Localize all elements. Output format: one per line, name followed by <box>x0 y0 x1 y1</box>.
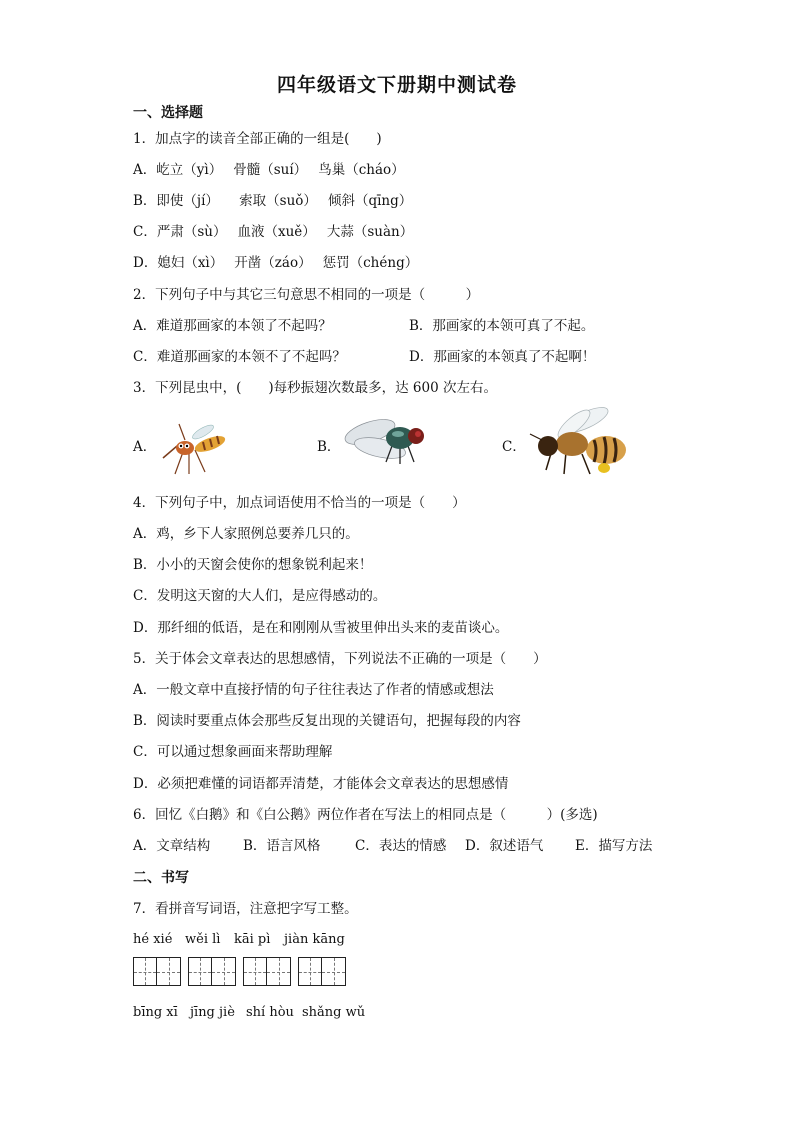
pinyin-item: shí hòu <box>246 1005 294 1020</box>
question-5-stem: 5．关于体会文章表达的思想感情，下列说法不正确的一项是（ ） <box>133 651 547 667</box>
question-3-option-c: C． <box>502 439 526 455</box>
question-5-option-b: B．阅读时要重点体会那些反复出现的关键语句，把握每段的内容 <box>133 713 521 729</box>
pinyin-item: kāi pì <box>234 932 271 947</box>
question-3-option-b: B． <box>317 439 341 455</box>
question-4-option-c: C．发明这天窗的大人们，是应得感动的。 <box>133 588 387 604</box>
question-6-option-d: D．叙述语气 <box>465 838 544 854</box>
writing-grid <box>133 957 346 991</box>
word-box[interactable] <box>243 957 291 991</box>
question-5-option-c: C．可以通过想象画面来帮助理解 <box>133 744 333 760</box>
word-box[interactable] <box>298 957 346 991</box>
question-6-stem: 6．回忆《白鹅》和《白公鹅》两位作者在写法上的相同点是（ ）(多选) <box>133 807 598 823</box>
question-1-option-a: A．屹立（yì） 骨髓（suí） 鸟巢（cháo） <box>133 162 405 178</box>
question-7-stem: 7．看拼音写词语，注意把字写工整。 <box>133 901 358 917</box>
question-6-option-e: E．描写方法 <box>575 838 653 854</box>
question-6-option-c: C．表达的情感 <box>355 838 447 854</box>
question-4-option-a: A．鸡，乡下人家照例总要养几只的。 <box>133 526 359 542</box>
word-box[interactable] <box>188 957 236 991</box>
pinyin-item: wěi lì <box>185 932 221 947</box>
section-heading-writing: 二、书写 <box>133 870 189 886</box>
pinyin-item: jīng jiè <box>190 1005 235 1020</box>
page-title: 四年级语文下册期中测试卷 <box>276 74 517 96</box>
question-1-option-c: C．严肃（sù） 血液（xuě） 大蒜（suàn） <box>133 224 414 240</box>
bee-image <box>524 404 634 480</box>
question-2-option-a: A．难道那画家的本领了不起吗？ <box>133 318 332 334</box>
question-1-option-b: B．即使（jí） 索取（suǒ） 倾斜（qīng） <box>133 193 413 209</box>
pinyin-item: bīng xī <box>133 1005 178 1020</box>
question-2-option-b: B．那画家的本领可真了不起。 <box>409 318 595 334</box>
mosquito-image <box>155 418 235 478</box>
question-2-option-d: D．那画家的本领真了不起啊！ <box>409 349 596 365</box>
question-5-option-a: A．一般文章中直接抒情的句子往往表达了作者的情感或想法 <box>133 682 494 698</box>
pinyin-item: jiàn kāng <box>284 932 345 947</box>
question-1-stem: 1．加点字的读音全部正确的一组是( ) <box>133 131 382 147</box>
pinyin-item: shǎng wǔ <box>302 1005 366 1020</box>
question-3-option-a: A． <box>133 439 157 455</box>
question-6-option-b: B．语言风格 <box>243 838 321 854</box>
pinyin-item: hé xié <box>133 932 173 947</box>
fly-image <box>340 410 428 466</box>
question-4-stem: 4．下列句子中，加点词语使用不恰当的一项是（ ） <box>133 495 466 511</box>
question-4-option-d: D．那纤细的低语，是在和刚刚从雪被里伸出头来的麦苗谈心。 <box>133 620 509 636</box>
word-box[interactable] <box>133 957 181 991</box>
question-4-option-b: B．小小的天窗会使你的想象锐利起来！ <box>133 557 373 573</box>
question-2-stem: 2．下列句子中与其它三句意思不相同的一项是（ ） <box>133 287 480 303</box>
question-3-stem: 3．下列昆虫中，( )每秒振翅次数最多，达 600 次左右。 <box>133 380 497 396</box>
question-6-option-a: A．文章结构 <box>133 838 211 854</box>
question-2-option-c: C．难道那画家的本领不了不起吗？ <box>133 349 346 365</box>
question-1-option-d: D．媳妇（xì） 开凿（záo） 惩罚（chéng） <box>133 255 419 271</box>
question-5-option-d: D．必须把难懂的词语都弄清楚，才能体会文章表达的思想感情 <box>133 776 509 792</box>
section-heading-choice: 一、选择题 <box>133 105 203 121</box>
